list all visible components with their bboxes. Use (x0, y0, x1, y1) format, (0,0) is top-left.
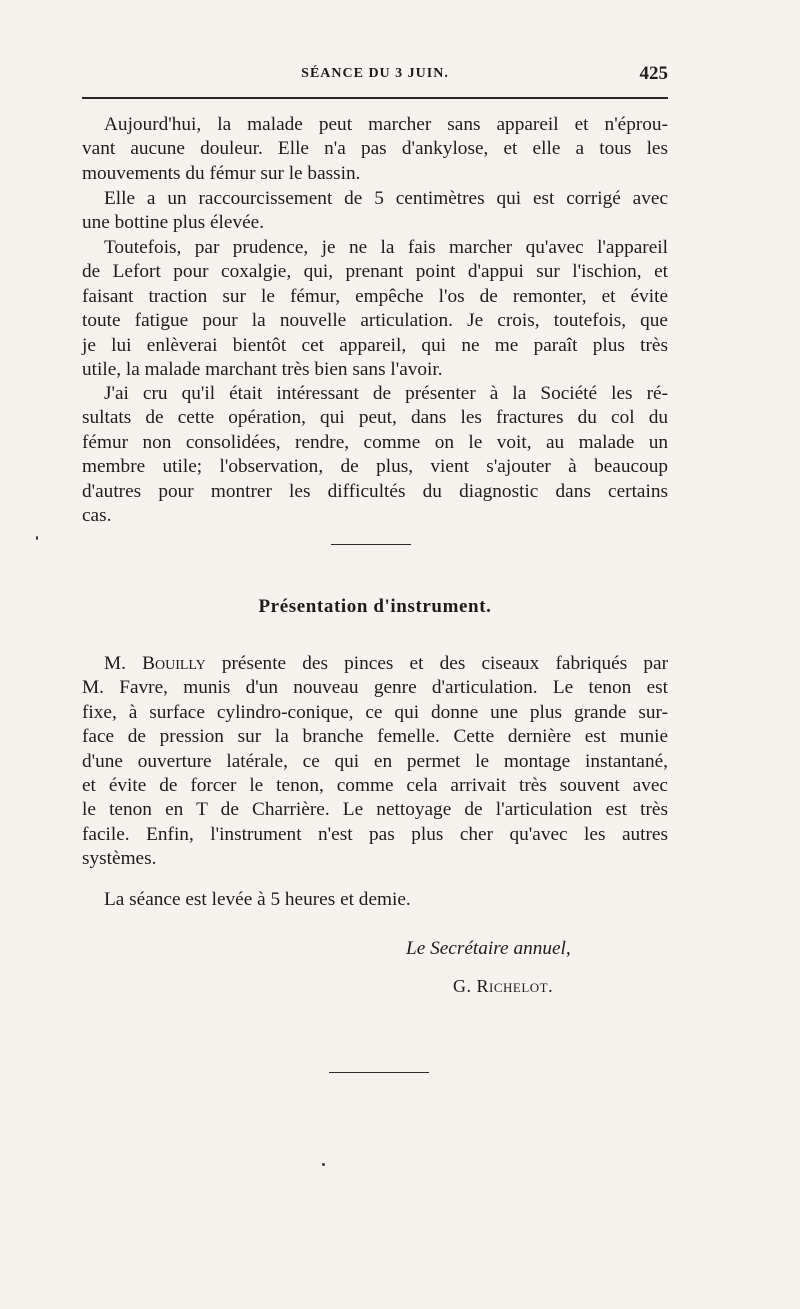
running-head (82, 63, 668, 86)
header-rule (82, 97, 668, 99)
text-line: fémur non consolidées, rendre, comme on le voit, au malade un (82, 431, 668, 453)
paragraph-4 (82, 382, 668, 528)
text-line: Aujourd'hui, la malade peut marcher sans appareil et n'éprou- (104, 114, 668, 135)
text-line: facile. Enfin, l'instrument n'est pas plus cher qu'avec les autres (82, 823, 668, 845)
text-line: membre utile; l'observation, de plus, vient s'ajouter à beaucoup (82, 456, 668, 478)
text-line: et évite de forcer le tenon, comme cela arrivait très souvent avec (82, 775, 668, 797)
text-line: d'autres pour montrer les difficultés du diagnostic dans certains (82, 480, 668, 502)
text-line: mouvements du fémur sur le bassin. (82, 162, 361, 184)
text-line: J'ai cru qu'il était intéressant de présenter à la Société les ré- (104, 383, 668, 404)
paragraph-2 (82, 187, 668, 236)
text-line: Elle a un raccourcissement de 5 centimètres qui est corrigé avec (104, 188, 668, 209)
page-number: 425 (639, 63, 668, 84)
speaker-name: Bouilly (142, 653, 206, 674)
signature-initial: G. (453, 976, 472, 996)
text-line: toute fatigue pour la nouvelle articulation. Je crois, toutefois, que (82, 310, 668, 332)
text-line: utile, la malade marchant très bien sans l'avoir. (82, 359, 443, 381)
presentation-paragraph (82, 652, 668, 872)
text-line: je lui enlèverai bientôt cet appareil, qui ne me paraît plus très (82, 334, 668, 356)
end-separator (329, 1072, 429, 1073)
signature-name (453, 976, 553, 997)
text-line (82, 652, 668, 676)
text-line: systèmes. (82, 848, 157, 870)
text-line: Toutefois, par prudence, je ne la fais marcher qu'avec l'appareil (104, 237, 668, 258)
signature-surname: Richelot. (476, 976, 554, 996)
ink-speck (322, 1163, 325, 1166)
text-line: sultats de cette opération, qui peut, dans les fractures du col du (82, 407, 668, 429)
text-line: vant aucune douleur. Elle n'a pas d'ankylose, et elle a tous les (82, 138, 668, 160)
text-line: cas. (82, 505, 112, 527)
paragraph-3 (82, 236, 668, 382)
closing-line: La séance est levée à 5 heures et demie. (104, 889, 411, 910)
paragraph-1 (82, 113, 668, 186)
text-line: une bottine plus élevée. (82, 212, 265, 234)
section-title: Présentation d'instrument. (258, 596, 492, 617)
running-head-title: SÉANCE DU 3 JUIN. (301, 66, 449, 81)
text-line: fixe, à surface cylindro-conique, ce qui donne une plus grande sur- (82, 701, 668, 723)
text-line: de Lefort pour coxalgie, qui, prenant point d'appui sur l'ischion, et (82, 261, 668, 283)
ink-speck (36, 536, 38, 540)
text-line: d'une ouverture latérale, ce qui en permet le montage instantané, (82, 750, 668, 772)
text-line: faisant traction sur le fémur, empêche l'os de remonter, et évite (82, 285, 668, 307)
speaker-prefix: M. (104, 653, 126, 674)
signature-title: Le Secrétaire annuel, (406, 938, 571, 959)
text-line: le tenon en T de Charrière. Le nettoyage de l'articulation est très (82, 799, 668, 821)
section-separator (331, 544, 411, 545)
text-line: face de pression sur la branche femelle. Cette dernière est munie (82, 726, 668, 748)
speaker-line-rest: présente des pinces et des ciseaux fabriqués par (221, 653, 668, 674)
text-line: M. Favre, munis d'un nouveau genre d'articulation. Le tenon est (82, 677, 668, 699)
